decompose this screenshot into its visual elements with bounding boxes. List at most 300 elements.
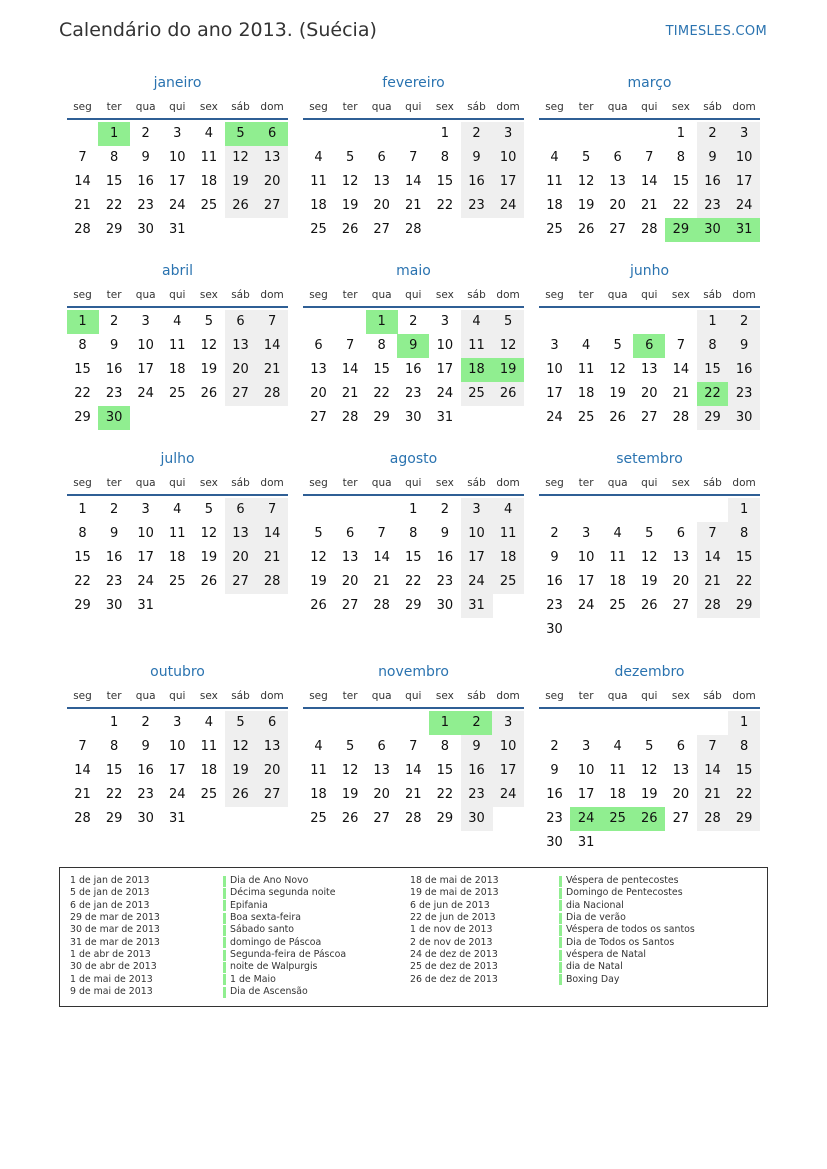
day-cell: 7 (676, 338, 686, 353)
legend-holiday-name: noite de Walpurgis (230, 961, 318, 973)
day-cell: 3 (492, 122, 524, 146)
day-cell: 21 (697, 783, 729, 807)
day-cell: 12 (577, 174, 595, 189)
day-cell: 11 (609, 550, 626, 565)
weekday-label: sex (671, 477, 690, 489)
day-cell: 4 (492, 498, 524, 522)
day-cell: 20 (225, 358, 257, 382)
day-cell: 9 (141, 150, 150, 165)
day-cell: 8 (78, 338, 87, 353)
day-cell: 27 (310, 410, 327, 425)
weekday-label: ter (106, 690, 122, 702)
legend-color-marker (559, 925, 562, 936)
day-cell: 6 (633, 334, 665, 358)
weekday-label: dom (496, 289, 520, 301)
day-cell: 2 (409, 314, 418, 329)
day-cell: 21 (697, 570, 729, 594)
day-cell: 3 (440, 314, 450, 329)
day-cell: 14 (405, 763, 422, 778)
weekday-label: sex (435, 690, 454, 702)
day-cell: 9 (461, 146, 493, 170)
day-cell: 26 (609, 410, 626, 425)
day-cell: 30 (137, 811, 154, 826)
day-cell: 7 (697, 735, 729, 759)
day-cell: 1 (728, 711, 760, 735)
weekday-label: qua (607, 101, 628, 113)
legend-date: 18 de mai de 2013 (410, 875, 499, 886)
day-cell: 6 (676, 739, 686, 754)
day-cell: 30 (137, 222, 154, 237)
day-cell: 27 (373, 222, 390, 237)
day-cell: 5 (581, 150, 591, 165)
day-cell: 9 (141, 739, 150, 754)
day-cell: 9 (728, 334, 760, 358)
day-cell: 11 (492, 522, 524, 546)
day-cell: 28 (405, 222, 422, 237)
day-cell: 21 (341, 386, 359, 401)
day-cell: 14 (373, 550, 390, 565)
day-cell: 9 (397, 334, 429, 358)
holiday-legend (59, 867, 768, 1007)
day-cell: 29 (728, 807, 760, 831)
day-cell: 12 (641, 763, 658, 778)
month-name: julho (160, 451, 195, 467)
day-cell: 9 (697, 146, 729, 170)
day-cell: 8 (109, 739, 119, 754)
legend-color-marker (559, 962, 562, 973)
day-cell: 25 (461, 382, 493, 406)
day-cell: 1 (676, 126, 686, 141)
day-cell: 12 (341, 763, 359, 778)
weekday-label: sáb (703, 690, 722, 702)
legend-holiday-name: Sábado santo (230, 924, 295, 936)
day-cell: 11 (546, 174, 563, 189)
day-cell: 29 (665, 218, 697, 242)
day-cell: 10 (492, 735, 524, 759)
month-name: março (627, 75, 672, 91)
day-cell: 4 (173, 314, 182, 329)
day-cell: 12 (200, 526, 218, 541)
day-cell: 4 (204, 715, 214, 730)
legend-holiday-name: Dia de Ascensão (230, 986, 308, 998)
weekday-label: qui (405, 690, 422, 702)
day-cell: 3 (173, 715, 182, 730)
legend-date: 1 de abr de 2013 (70, 949, 151, 961)
day-cell: 5 (645, 526, 654, 541)
day-cell: 18 (169, 550, 186, 565)
day-cell: 21 (256, 358, 288, 382)
day-cell: 30 (105, 598, 123, 613)
weekday-label: ter (342, 289, 358, 301)
legend-color-marker (223, 962, 226, 973)
site-logo-text[interactable]: TIMESLES.COM (665, 24, 767, 39)
weekday-label: sex (199, 690, 218, 702)
day-cell: 10 (436, 338, 454, 353)
day-cell: 16 (546, 787, 563, 802)
day-cell: 22 (728, 783, 760, 807)
weekday-label: dom (732, 101, 756, 113)
legend-holiday-name: Dia de verão (566, 912, 626, 924)
day-cell: 19 (577, 198, 595, 213)
day-cell: 28 (74, 811, 91, 826)
day-cell: 8 (440, 739, 450, 754)
day-cell: 1 (697, 310, 729, 334)
day-cell: 13 (641, 362, 658, 377)
day-cell: 16 (105, 362, 123, 377)
day-cell: 12 (225, 735, 257, 759)
header-divider (67, 306, 288, 308)
day-cell: 24 (169, 198, 186, 213)
day-cell: 12 (310, 550, 327, 565)
weekday-label: qui (641, 101, 658, 113)
day-cell: 29 (405, 598, 422, 613)
day-cell: 4 (314, 739, 323, 754)
weekday-label: sáb (467, 289, 486, 301)
day-cell: 11 (577, 362, 595, 377)
day-cell: 23 (546, 598, 563, 613)
day-cell: 3 (492, 711, 524, 735)
day-cell: 29 (373, 410, 390, 425)
day-cell: 25 (609, 598, 626, 613)
weekday-label: dom (732, 289, 756, 301)
day-cell: 16 (137, 763, 154, 778)
weekday-label: qua (135, 690, 156, 702)
day-cell: 3 (141, 502, 150, 517)
day-cell: 6 (345, 526, 355, 541)
day-cell: 14 (256, 522, 288, 546)
day-cell: 6 (225, 310, 257, 334)
day-cell: 25 (310, 811, 327, 826)
day-cell: 24 (728, 194, 760, 218)
day-cell: 31 (728, 218, 760, 242)
weekday-label: sáb (467, 690, 486, 702)
day-cell: 1 (429, 711, 461, 735)
day-cell: 5 (204, 314, 214, 329)
weekday-label: qua (371, 477, 392, 489)
day-cell: 14 (405, 174, 422, 189)
header-divider (303, 707, 524, 709)
day-cell: 25 (169, 386, 186, 401)
day-cell: 18 (577, 386, 595, 401)
day-cell: 8 (109, 150, 119, 165)
day-cell: 1 (109, 715, 119, 730)
day-cell: 6 (225, 498, 257, 522)
day-cell: 24 (169, 787, 186, 802)
day-cell: 15 (728, 546, 760, 570)
day-cell: 18 (200, 174, 218, 189)
day-cell: 26 (225, 194, 257, 218)
day-cell: 12 (341, 174, 359, 189)
weekday-label: seg (73, 289, 92, 301)
day-cell: 16 (461, 170, 493, 194)
weekday-label: qua (607, 690, 628, 702)
legend-holiday-name: Dia de Todos os Santos (566, 936, 675, 948)
day-cell: 12 (492, 334, 524, 358)
day-cell: 5 (345, 739, 355, 754)
day-cell: 19 (341, 787, 359, 802)
legend-date: 31 de mar de 2013 (70, 936, 160, 948)
legend-date: 1 de nov de 2013 (410, 924, 493, 936)
legend-date: 9 de mai de 2013 (70, 986, 153, 998)
day-cell: 13 (373, 174, 390, 189)
day-cell: 23 (137, 787, 154, 802)
weekday-label: dom (260, 289, 284, 301)
weekday-label: qui (169, 690, 186, 702)
day-cell: 25 (577, 410, 595, 425)
day-cell: 12 (609, 362, 626, 377)
day-cell: 29 (105, 811, 123, 826)
day-cell: 19 (609, 386, 626, 401)
day-cell: 10 (137, 526, 154, 541)
weekday-label: sáb (703, 101, 722, 113)
weekday-label: ter (578, 477, 594, 489)
day-cell: 7 (377, 526, 386, 541)
day-cell: 22 (697, 382, 729, 406)
day-cell: 8 (377, 338, 386, 353)
day-cell: 10 (577, 550, 595, 565)
day-cell: 10 (137, 338, 154, 353)
day-cell: 28 (405, 811, 422, 826)
weekday-label: dom (496, 101, 520, 113)
day-cell: 25 (169, 574, 186, 589)
day-cell: 2 (461, 711, 493, 735)
day-cell: 19 (200, 362, 218, 377)
day-cell: 9 (461, 735, 493, 759)
day-cell: 26 (225, 783, 257, 807)
day-cell: 8 (676, 150, 686, 165)
legend-color-marker (223, 925, 226, 936)
day-cell: 15 (105, 763, 123, 778)
day-cell: 9 (440, 526, 450, 541)
legend-holiday-name: Véspera de pentecostes (566, 875, 679, 886)
day-cell: 6 (377, 150, 386, 165)
day-cell: 13 (341, 550, 359, 565)
weekday-label: sáb (467, 101, 486, 113)
day-cell: 29 (74, 410, 91, 425)
legend-date: 22 de jun de 2013 (410, 912, 496, 924)
day-cell: 25 (200, 198, 218, 213)
day-cell: 19 (641, 787, 658, 802)
day-cell: 20 (373, 198, 390, 213)
day-cell: 15 (105, 174, 123, 189)
weekday-label: sex (671, 690, 690, 702)
month-name: outubro (150, 664, 205, 680)
day-cell: 30 (436, 598, 454, 613)
weekday-label: dom (260, 101, 284, 113)
day-cell: 24 (492, 783, 524, 807)
legend-date: 1 de mai de 2013 (70, 973, 153, 985)
header-divider (303, 118, 524, 120)
day-cell: 24 (137, 574, 154, 589)
day-cell: 7 (256, 310, 288, 334)
weekday-label: dom (260, 477, 284, 489)
day-cell: 8 (728, 735, 760, 759)
weekday-label: ter (578, 690, 594, 702)
legend-color-marker (223, 987, 226, 998)
weekday-label: sáb (231, 289, 250, 301)
day-cell: 3 (728, 122, 760, 146)
day-cell: 11 (200, 739, 218, 754)
weekday-label: sex (671, 101, 690, 113)
day-cell: 20 (672, 787, 690, 802)
day-cell: 7 (78, 150, 87, 165)
day-cell: 1 (78, 502, 87, 517)
day-cell: 16 (546, 574, 563, 589)
legend-color-marker (223, 974, 226, 985)
legend-color-marker (559, 913, 562, 924)
day-cell: 12 (225, 146, 257, 170)
month-name: abril (161, 263, 193, 279)
month-name: novembro (378, 664, 449, 680)
day-cell: 30 (461, 807, 493, 831)
day-cell: 21 (641, 198, 658, 213)
day-cell: 11 (461, 334, 493, 358)
legend-color-marker (223, 950, 226, 961)
legend-date: 6 de jun de 2013 (410, 899, 490, 911)
day-cell: 23 (137, 198, 154, 213)
day-cell: 13 (225, 522, 257, 546)
weekday-label: dom (496, 690, 520, 702)
day-cell: 26 (341, 811, 359, 826)
day-cell: 8 (78, 526, 87, 541)
weekday-label: seg (545, 101, 564, 113)
day-cell: 17 (169, 174, 186, 189)
day-cell: 13 (373, 763, 390, 778)
weekday-label: ter (106, 101, 122, 113)
day-cell: 14 (341, 362, 359, 377)
legend-holiday-name: Domingo de Pentecostes (566, 887, 683, 899)
weekday-label: qui (405, 101, 422, 113)
header-divider (67, 707, 288, 709)
day-cell: 7 (256, 498, 288, 522)
day-cell: 14 (256, 334, 288, 358)
weekday-label: qua (607, 477, 628, 489)
day-cell: 24 (137, 386, 154, 401)
day-cell: 17 (169, 763, 186, 778)
day-cell: 5 (204, 502, 214, 517)
header-divider (67, 494, 288, 496)
day-cell: 25 (546, 222, 563, 237)
month-name: dezembro (614, 664, 685, 680)
day-cell: 20 (225, 546, 257, 570)
day-cell: 15 (697, 358, 729, 382)
weekday-label: dom (496, 477, 520, 489)
legend-date: 26 de dez de 2013 (410, 973, 498, 985)
legend-holiday-name: 1 de Maio (230, 973, 276, 985)
day-cell: 6 (314, 338, 323, 353)
day-cell: 17 (492, 759, 524, 783)
day-cell: 6 (613, 150, 622, 165)
day-cell: 5 (314, 526, 323, 541)
day-cell: 13 (672, 550, 690, 565)
legend-color-marker (223, 876, 226, 887)
day-cell: 1 (409, 502, 418, 517)
day-cell: 13 (672, 763, 690, 778)
day-cell: 4 (550, 150, 559, 165)
month-name: agosto (389, 451, 438, 467)
legend-holiday-name: Segunda-feira de Páscoa (230, 949, 347, 961)
day-cell: 2 (697, 122, 729, 146)
weekday-label: qui (169, 101, 186, 113)
weekday-label: seg (309, 101, 328, 113)
day-cell: 31 (436, 410, 454, 425)
legend-holiday-name: Boxing Day (566, 973, 620, 985)
legend-color-marker (559, 950, 562, 961)
day-cell: 21 (74, 787, 91, 802)
header-divider (539, 707, 760, 709)
day-cell: 28 (256, 382, 288, 406)
day-cell: 22 (405, 574, 422, 589)
day-cell: 27 (225, 570, 257, 594)
legend-holiday-name: Décima segunda noite (230, 887, 336, 899)
day-cell: 29 (697, 406, 729, 430)
day-cell: 23 (436, 574, 454, 589)
day-cell: 10 (546, 362, 563, 377)
day-cell: 11 (200, 150, 218, 165)
day-cell: 18 (310, 198, 327, 213)
legend-color-marker (559, 974, 562, 985)
weekday-label: qui (169, 477, 186, 489)
day-cell: 14 (74, 763, 91, 778)
day-cell: 19 (492, 358, 524, 382)
weekday-label: qui (405, 289, 422, 301)
day-cell: 20 (373, 787, 390, 802)
day-cell: 19 (310, 574, 327, 589)
day-cell: 17 (546, 386, 563, 401)
day-cell: 28 (641, 222, 658, 237)
day-cell: 18 (200, 763, 218, 778)
day-cell: 25 (492, 570, 524, 594)
weekday-label: qui (641, 289, 658, 301)
page-title: Calendário do ano 2013. (Suécia) (59, 19, 377, 41)
day-cell: 28 (373, 598, 390, 613)
header-divider (539, 118, 760, 120)
month-name: setembro (616, 451, 683, 467)
day-cell: 18 (461, 358, 493, 382)
day-cell: 23 (461, 194, 493, 218)
day-cell: 28 (74, 222, 91, 237)
weekday-label: sex (671, 289, 690, 301)
day-cell: 23 (697, 194, 729, 218)
day-cell: 10 (728, 146, 760, 170)
day-cell: 20 (609, 198, 626, 213)
legend-date: 5 de jan de 2013 (70, 887, 150, 899)
day-cell: 16 (137, 174, 154, 189)
weekday-label: dom (260, 690, 284, 702)
day-cell: 25 (310, 222, 327, 237)
day-cell: 27 (373, 811, 390, 826)
day-cell: 2 (141, 715, 150, 730)
weekday-label: ter (106, 289, 122, 301)
day-cell: 22 (373, 386, 390, 401)
legend-color-marker (559, 876, 562, 887)
day-cell: 24 (570, 807, 602, 831)
day-cell: 30 (98, 406, 130, 430)
day-cell: 19 (225, 170, 257, 194)
day-cell: 14 (697, 546, 729, 570)
day-cell: 3 (141, 314, 150, 329)
day-cell: 22 (105, 198, 123, 213)
day-cell: 20 (310, 386, 327, 401)
day-cell: 9 (550, 550, 559, 565)
day-cell: 19 (200, 550, 218, 565)
weekday-label: qua (371, 101, 392, 113)
day-cell: 26 (200, 386, 218, 401)
day-cell: 27 (256, 783, 288, 807)
day-cell: 13 (225, 334, 257, 358)
day-cell: 30 (546, 835, 563, 850)
day-cell: 2 (728, 310, 760, 334)
